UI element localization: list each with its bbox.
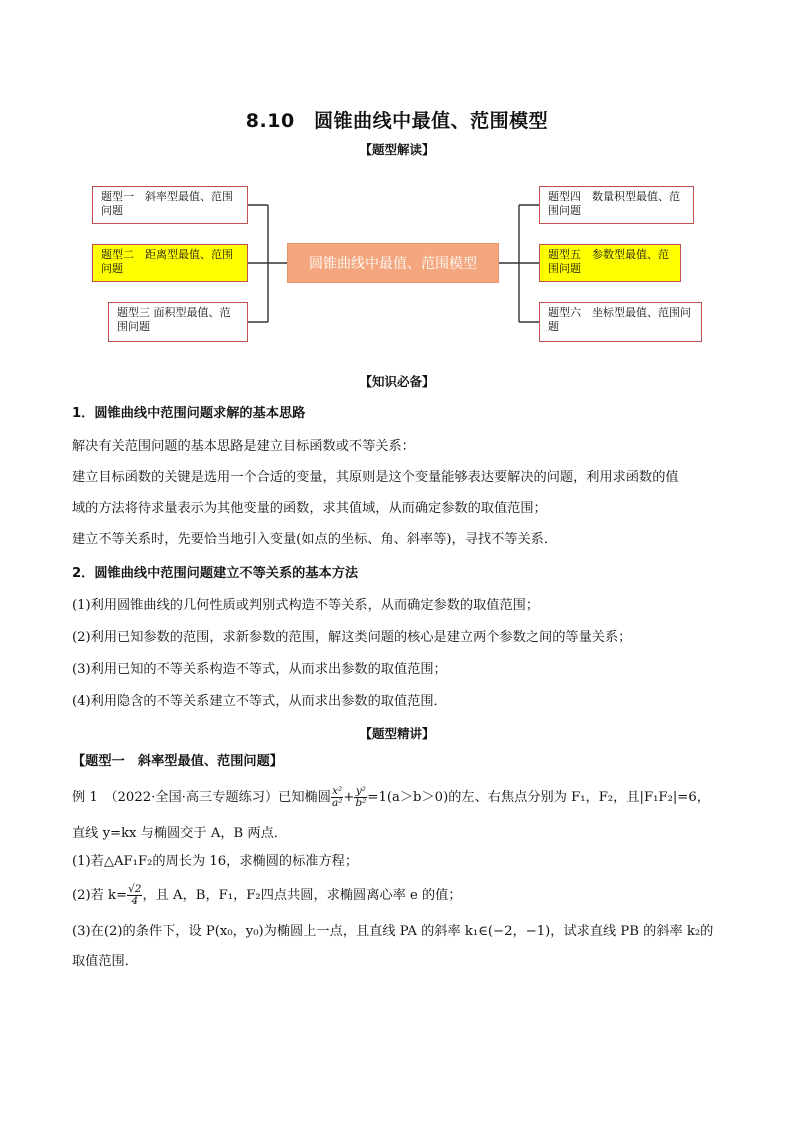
diagram-node-type2: 题型二 距离型最值、范围问题	[92, 244, 248, 282]
example-condition: =1(a＞b＞0)的左、右焦点分别为 F₁，F₂，且|F₁F₂|=6，	[367, 790, 710, 805]
diagram-node-type4: 题型四 数量积型最值、范围问题	[539, 186, 694, 224]
knowledge-item: (4)利用隐含的不等关系建立不等式，从而求出参数的取值范围．	[72, 694, 447, 709]
fraction-x2-a2: $\frac{\text{x²}}{\text{a²}}$	[331, 785, 343, 809]
knowledge-paragraph: 建立目标函数的关键是选用一个合适的变量，其原则是这个变量能够表达要解决的问题，利用求函数的值	[72, 470, 679, 485]
example-question-1: (1)若△AF₁F₂的周长为 16，求椭圆的标准方程；	[72, 854, 359, 869]
diagram-center-node: 圆锥曲线中最值、范围模型	[287, 243, 499, 283]
fraction-sqrt2-4: $\frac{√2}{4}$	[128, 883, 142, 907]
knowledge-heading-1: 1．圆锥曲线中范围问题求解的基本思路	[72, 406, 306, 421]
knowledge-paragraph: 域的方法将待求量表示为其他变量的函数，求其值域，从而确定参数的取值范围；	[72, 501, 547, 516]
example-question-3-cont: 取值范围．	[72, 954, 138, 969]
knowledge-heading-2: 2．圆锥曲线中范围问题建立不等关系的基本方法	[72, 566, 359, 581]
page-title: 8.10 圆锥曲线中最值、范围模型	[245, 110, 549, 132]
section-interpret: 【题型解读】	[359, 142, 435, 157]
diagram-node-type6: 题型六 坐标型最值、范围问题	[539, 302, 702, 342]
diagram-node-type3: 题型三 面积型最值、范围问题	[108, 302, 248, 342]
example-question-3: (3)在(2)的条件下，设 P(x₀，y₀)为椭圆上一点，且直线 PA 的斜率 k₁∈(−2，−1)，试求直线 PB 的斜率 k₂的	[72, 924, 714, 939]
section-knowledge: 【知识必备】	[359, 374, 435, 389]
knowledge-paragraph: 建立不等关系时，先要恰当地引入变量(如点的坐标、角、斜率等)，寻找不等关系．	[72, 532, 558, 547]
type1-heading: 【题型一 斜率型最值、范围问题】	[72, 754, 283, 769]
knowledge-paragraph: 解决有关范围问题的基本思路是建立目标函数或不等关系：	[72, 439, 415, 454]
diagram-node-type1: 题型一 斜率型最值、范围问题	[92, 186, 248, 224]
example-intro: 例 1 （2022·全国·高三专题练习）已知椭圆	[72, 790, 331, 805]
example-line-1: 例 1 （2022·全国·高三专题练习）已知椭圆 $\frac{\text{x²}}{\text{a²}}$ + $\frac{\text{y²}}{\text{b²}}$ =1(a＞b＞0)的左、右焦点分别为 F₁，F₂，且|F₁F₂|=6，	[72, 785, 710, 809]
section-explain: 【题型精讲】	[359, 726, 435, 741]
knowledge-item: (1)利用圆锥曲线的几何性质或判别式构造不等关系，从而确定参数的取值范围；	[72, 598, 540, 613]
example-question-2: (2)若 k= $\frac{√2}{4}$ ，且 A，B，F₁，F₂四点共圆，求椭圆离心率 e 的值；	[72, 883, 462, 907]
fraction-y2-b2: $\frac{\text{y²}}{\text{b²}}$	[355, 785, 367, 809]
knowledge-item: (3)利用已知的不等关系构造不等式，从而求出参数的取值范围；	[72, 662, 447, 677]
knowledge-item: (2)利用已知参数的范围，求新参数的范围，解这类问题的核心是建立两个参数之间的等量关系；	[72, 630, 632, 645]
example-line-2: 直线 y=kx 与椭圆交于 A，B 两点．	[72, 826, 287, 841]
diagram-node-type5: 题型五 参数型最值、范围问题	[539, 244, 681, 282]
